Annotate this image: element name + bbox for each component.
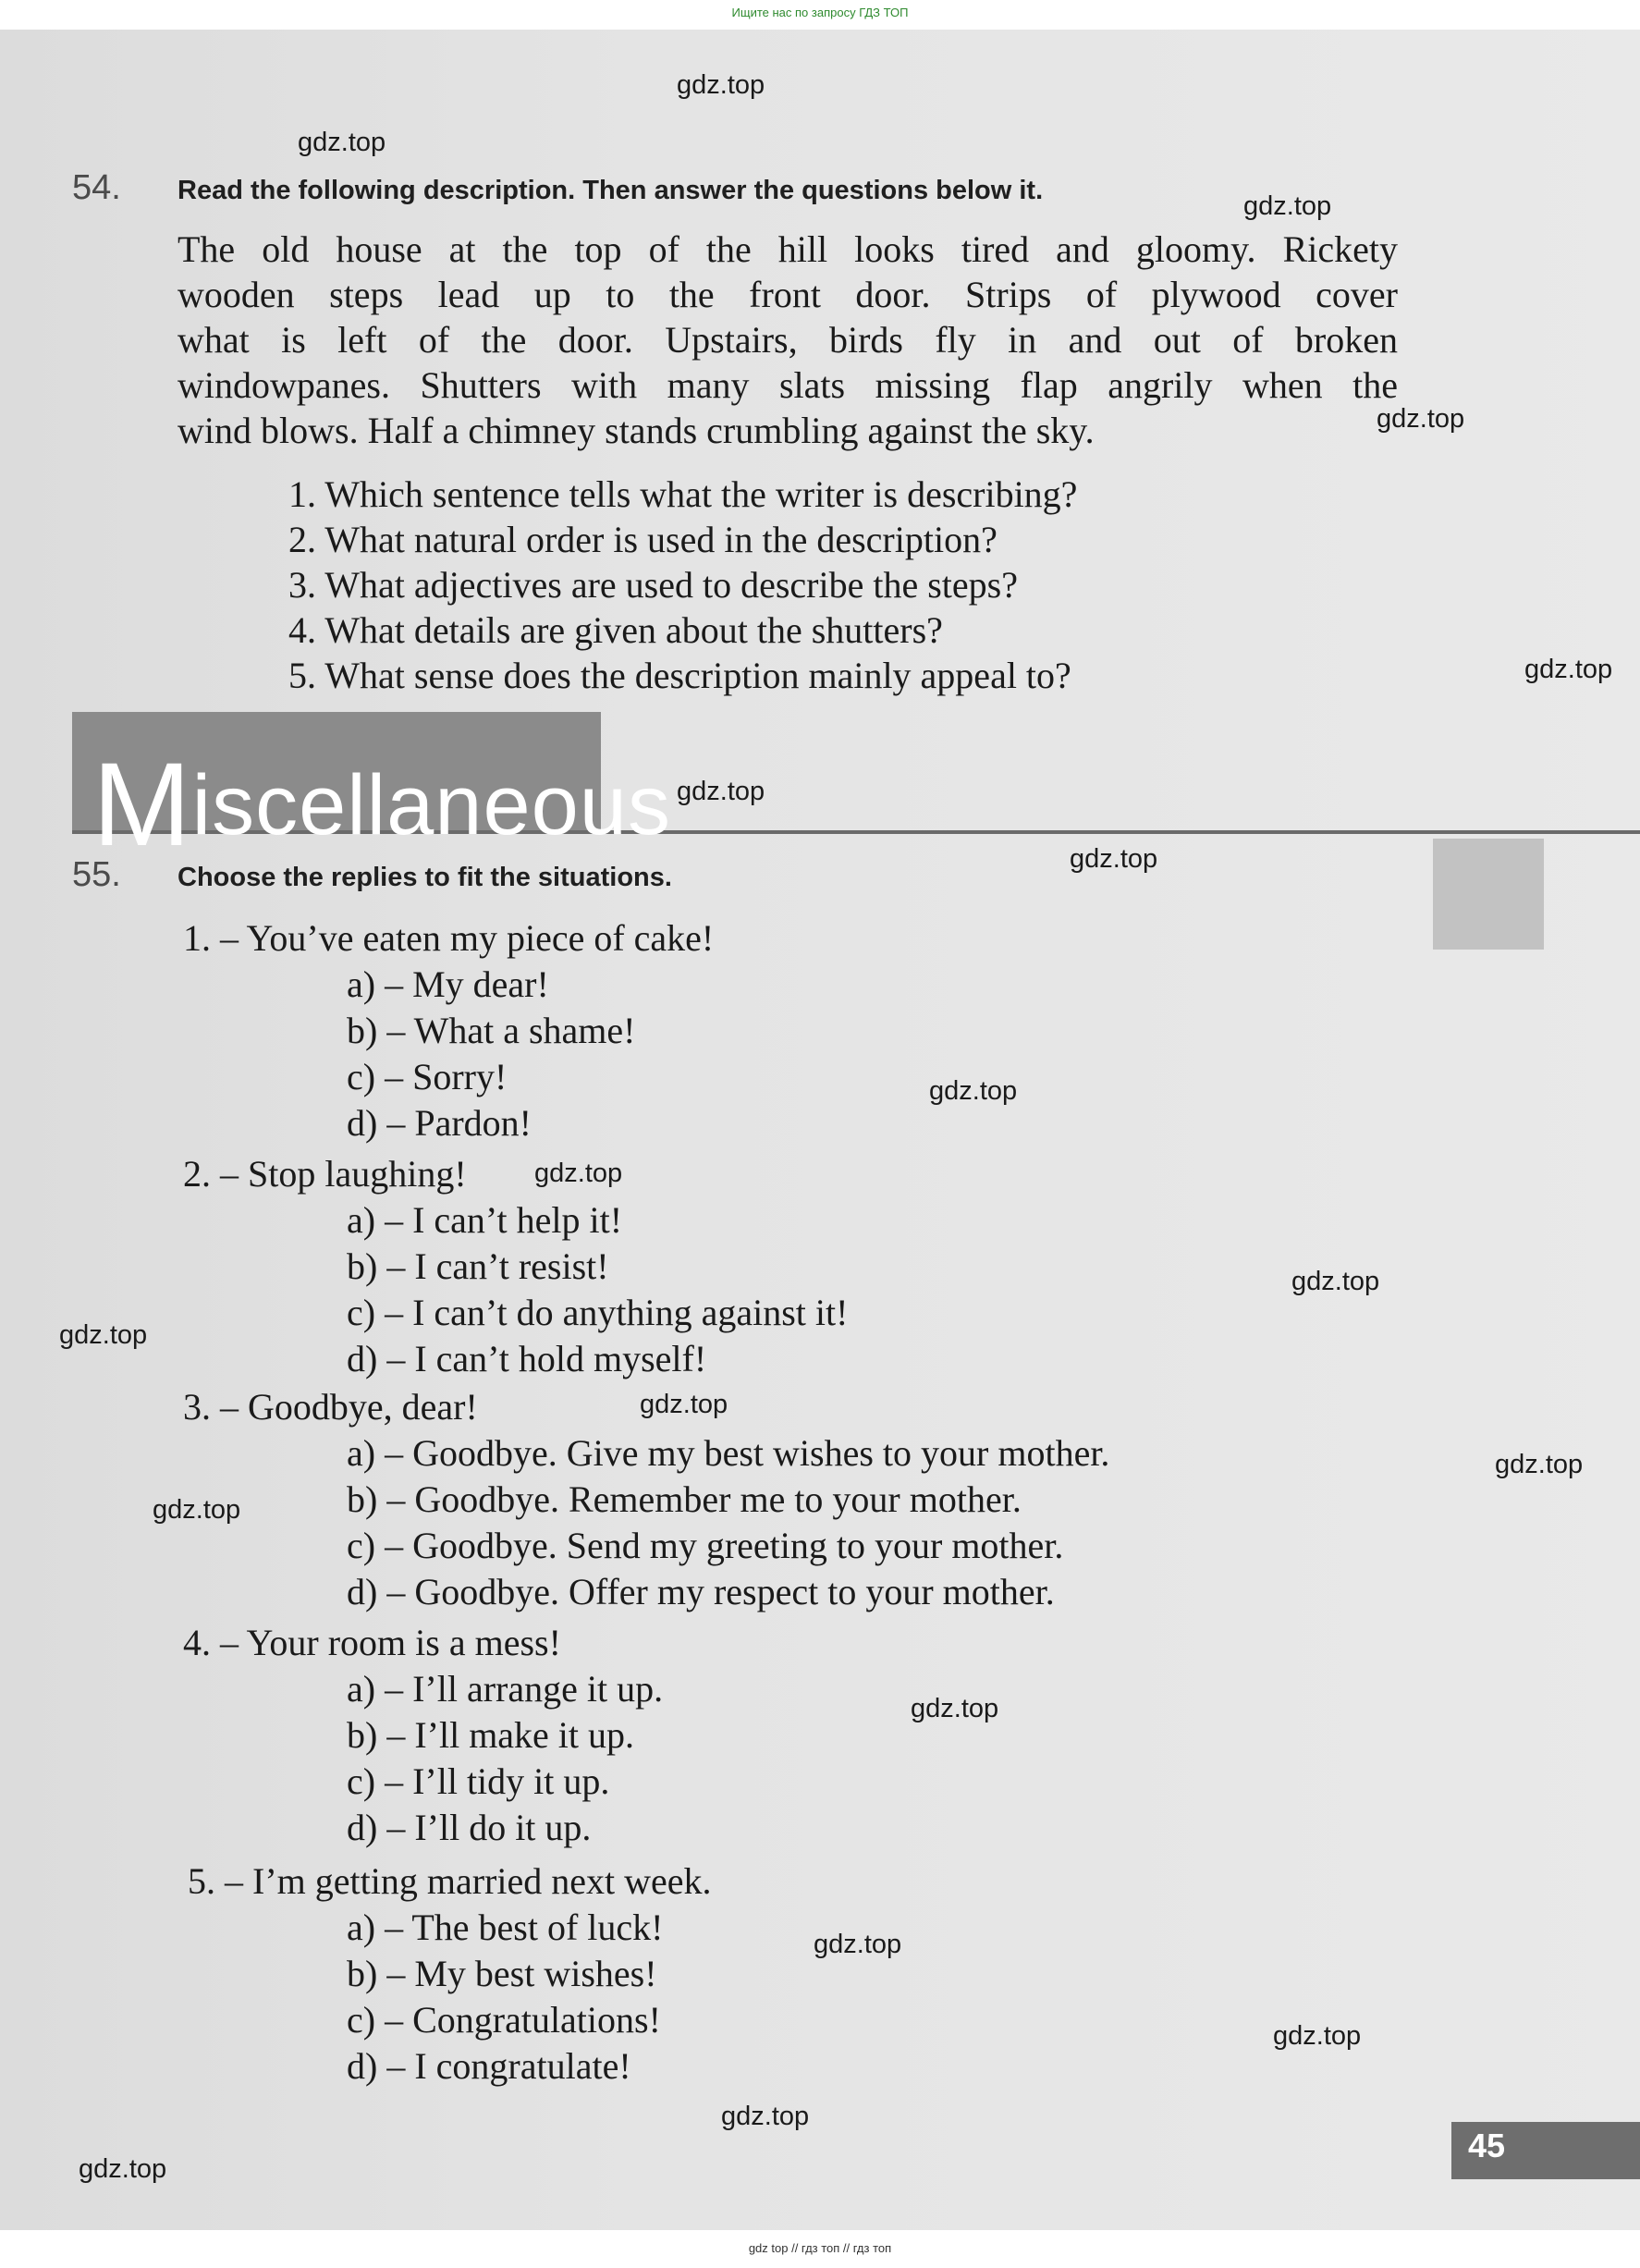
- reply-option: b) – I can’t resist!: [347, 1245, 609, 1287]
- reply-option: d) – Pardon!: [347, 1102, 532, 1144]
- reply-option: c) – Sorry!: [347, 1056, 508, 1097]
- watermark: gdz.top: [534, 1159, 623, 1188]
- question-item: 5. What sense does the description mainly appeal to?: [288, 655, 1071, 696]
- section-heading-rest: iscellaneous: [191, 758, 671, 852]
- watermark: gdz.top: [929, 1076, 1018, 1106]
- watermark: gdz.top: [1524, 655, 1613, 684]
- situation-prompt: 1. – You’ve eaten my piece of cake!: [183, 917, 715, 959]
- passage-line: wooden steps lead up to the front door. Strips of plywood cover: [177, 274, 1398, 315]
- passage-line: The old house at the top of the hill looks tired and gloomy. Rickety: [177, 228, 1398, 270]
- section-heading: [92, 726, 671, 871]
- reply-option: a) – The best of luck!: [347, 1906, 664, 1948]
- watermark: gdz.top: [677, 777, 765, 806]
- watermark: gdz.top: [814, 1930, 902, 1959]
- watermark: gdz.top: [721, 2102, 810, 2131]
- reply-option: c) – Goodbye. Send my greeting to your mother.: [347, 1525, 1064, 1566]
- bottom-banner: gdz top // гдз топ // гдз топ: [748, 2241, 892, 2255]
- watermark: gdz.top: [59, 1320, 148, 1350]
- section-heading-initial: M: [92, 739, 192, 871]
- question-item: 2. What natural order is used in the description?: [288, 519, 997, 560]
- situation-prompt: 2. – Stop laughing!: [183, 1153, 467, 1195]
- question-item: 1. Which sentence tells what the writer is describing?: [288, 473, 1078, 515]
- reply-option: a) – I’ll arrange it up.: [347, 1668, 664, 1710]
- top-banner: Ищите нас по запросу ГДЗ ТОП: [731, 6, 909, 19]
- watermark: gdz.top: [298, 128, 386, 157]
- page-number: 45: [1468, 2127, 1506, 2164]
- reply-option: b) – I’ll make it up.: [347, 1714, 635, 1756]
- watermark: gdz.top: [79, 2154, 167, 2184]
- watermark: gdz.top: [1377, 404, 1465, 434]
- watermark: gdz.top: [911, 1694, 999, 1723]
- exercise-54-questions: [288, 472, 1077, 698]
- watermark: gdz.top: [153, 1495, 241, 1525]
- reply-option: b) – My best wishes!: [347, 1953, 657, 1994]
- reply-option: d) – I congratulate!: [347, 2045, 631, 2087]
- reply-option: c) – I can’t do anything against it!: [347, 1292, 849, 1333]
- watermark: gdz.top: [1495, 1450, 1584, 1479]
- reply-option: c) – Congratulations!: [347, 1999, 661, 2041]
- question-item: 3. What adjectives are used to describe the steps?: [288, 564, 1018, 606]
- exercise-54-passage: [177, 227, 1398, 453]
- reply-option: c) – I’ll tidy it up.: [347, 1760, 610, 1802]
- reply-option: a) – My dear!: [347, 963, 549, 1005]
- exercise-54-number: 54.: [72, 168, 121, 207]
- question-item: 4. What details are given about the shutters?: [288, 609, 943, 651]
- reply-option: a) – Goodbye. Give my best wishes to your mother.: [347, 1432, 1110, 1474]
- reply-option: b) – What a shame!: [347, 1010, 636, 1051]
- exercise-55-instruction: Choose the replies to fit the situations.: [177, 863, 672, 892]
- reply-option: a) – I can’t help it!: [347, 1199, 623, 1241]
- watermark: gdz.top: [1291, 1267, 1380, 1296]
- watermark: gdz.top: [677, 70, 765, 100]
- passage-line: wind blows. Half a chimney stands crumbling against the sky.: [177, 410, 1095, 451]
- exercise-55-number: 55.: [72, 855, 121, 894]
- watermark: gdz.top: [1273, 2021, 1362, 2051]
- watermark: gdz.top: [1243, 191, 1332, 221]
- watermark: gdz.top: [1070, 844, 1158, 874]
- exercise-54-instruction: Read the following description. Then answer the questions below it.: [177, 176, 1044, 205]
- reply-option: d) – I’ll do it up.: [347, 1807, 592, 1848]
- reply-option: d) – Goodbye. Offer my respect to your mother.: [347, 1571, 1055, 1612]
- situation-prompt: 4. – Your room is a mess!: [183, 1622, 561, 1663]
- watermark: gdz.top: [640, 1390, 728, 1419]
- situation-prompt: 3. – Goodbye, dear!: [183, 1386, 478, 1428]
- reply-option: b) – Goodbye. Remember me to your mother.: [347, 1478, 1022, 1520]
- passage-line: windowpanes. Shutters with many slats missing flap angrily when the: [177, 364, 1398, 406]
- situation-prompt: 5. – I’m getting married next week.: [188, 1860, 712, 1902]
- passage-line: what is left of the door. Upstairs, birds fly in and out of broken: [177, 319, 1398, 361]
- reply-option: d) – I can’t hold myself!: [347, 1338, 707, 1379]
- reverse-page-image-bleed: [1433, 839, 1544, 950]
